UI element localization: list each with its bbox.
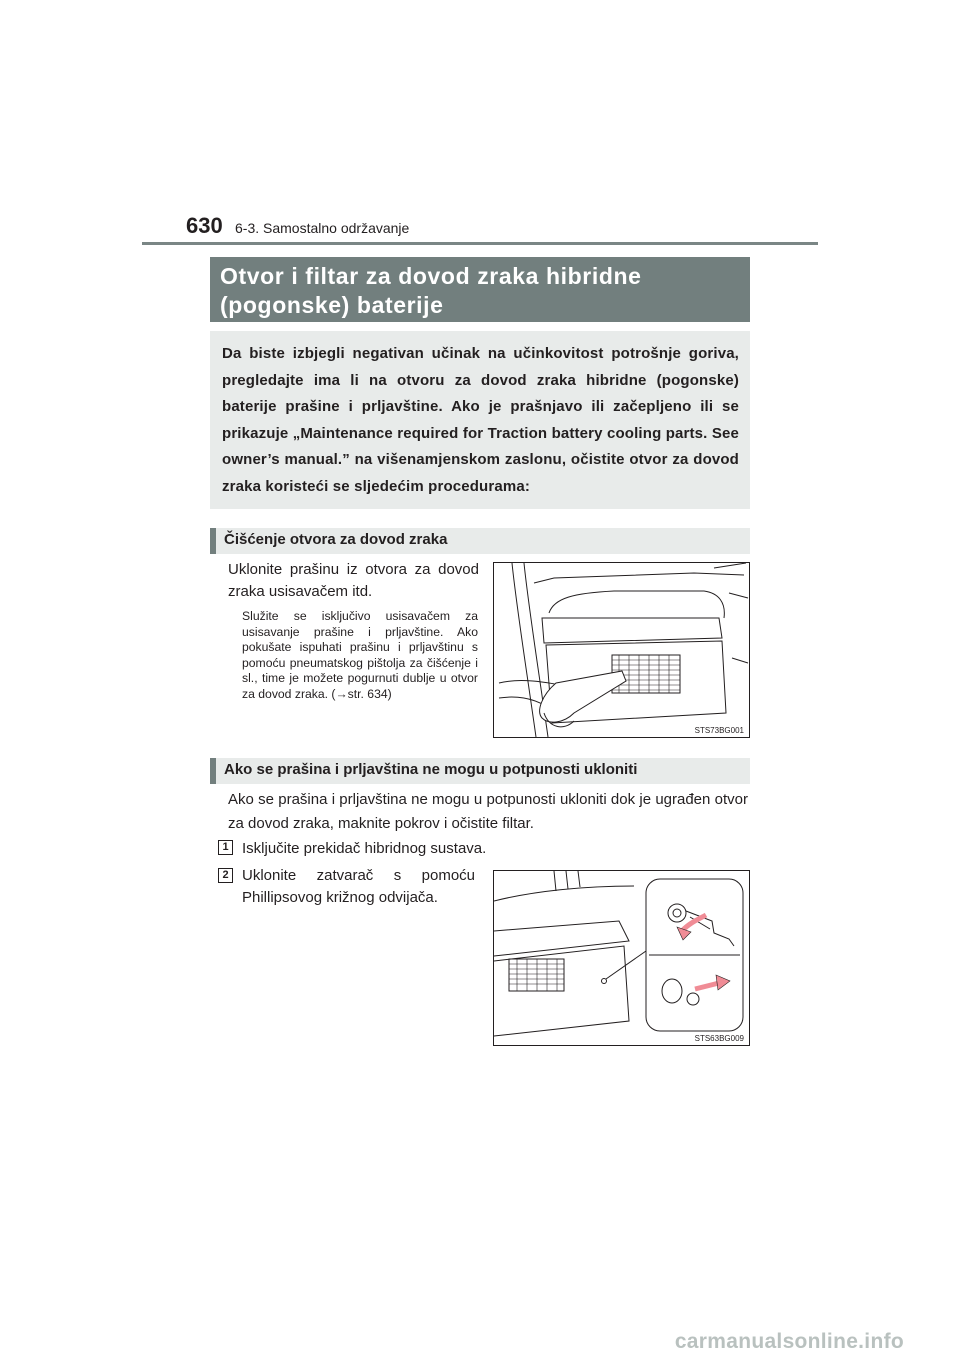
step-text: Isključite prekidač hibridnog sustava. xyxy=(242,840,487,857)
cleaning-note: Služite se isključivo usisavačem za usisavanje prašine i prljavštine. Ako pokušate ispuhati prašinu i prljavštinu s pomoću pneumatskog pištolja za čišćenje i sl., time je možete pogurnuti dublje u otvor za dovod zraka. (→str. 634) xyxy=(242,609,478,701)
armrest-shape xyxy=(542,618,722,643)
screw-removal-illustration xyxy=(493,870,750,1046)
section-heading-filter: Ako se prašina i prljavština ne mogu u potpunosti ukloniti xyxy=(210,758,750,784)
rotate-arrow-icon xyxy=(682,915,706,931)
step-number: 1 xyxy=(218,840,233,855)
fastener-location xyxy=(602,979,607,984)
screw-removal-drawing xyxy=(494,871,749,1045)
section-header: 6-3. Samostalno održavanje xyxy=(235,220,410,236)
vacuum-drawing xyxy=(494,563,749,737)
vacuum-illustration xyxy=(493,562,750,738)
intro-paragraph: Da biste izbjegli negativan učinak na učinkovitost potrošnje goriva, pregledajte ima li na otvoru za dovod zraka hibridne (pogonske) baterije prašine i prljavštine. Ako je prašnjavo ili začepljeno ili se prikazuje „Maintenance required for Traction battery cooling parts. See owner’s manual.” na višenamjenskom zaslonu, očistite otvor za dovod zraka koristeći se sljedećim procedurama: xyxy=(210,331,750,509)
pull-out-arrow-icon xyxy=(695,983,719,989)
filter-instruction: Ako se prašina i prljavština ne mogu u potpunosti ukloniti dok je ugrađen otvor za dovod zraka, maknite pokrov i očistite filtar. xyxy=(228,791,748,832)
step-number: 2 xyxy=(218,868,233,883)
step-text: Uklonite zatvarač s pomoću Phillipsovog križnog odvijača. xyxy=(242,867,475,906)
vacuum-body xyxy=(540,671,626,722)
header-divider xyxy=(142,242,818,245)
watermark: carmanualsonline.info xyxy=(674,1330,904,1353)
page-title: Otvor i filtar za dovod zraka hibridne (pogonske) baterije xyxy=(210,257,750,322)
image-code: STS73BG001 xyxy=(694,726,744,735)
seat-pillar-line xyxy=(512,563,536,737)
section-heading-cleaning: Čišćenje otvora za dovod zraka xyxy=(210,528,750,554)
page-number: 630 xyxy=(186,213,223,238)
image-code: STS63BG009 xyxy=(694,1034,744,1043)
cleaning-instruction: Uklonite prašinu iz otvora za dovod zraka usisavačem itd. xyxy=(228,561,479,600)
seat-back-line xyxy=(494,886,634,901)
